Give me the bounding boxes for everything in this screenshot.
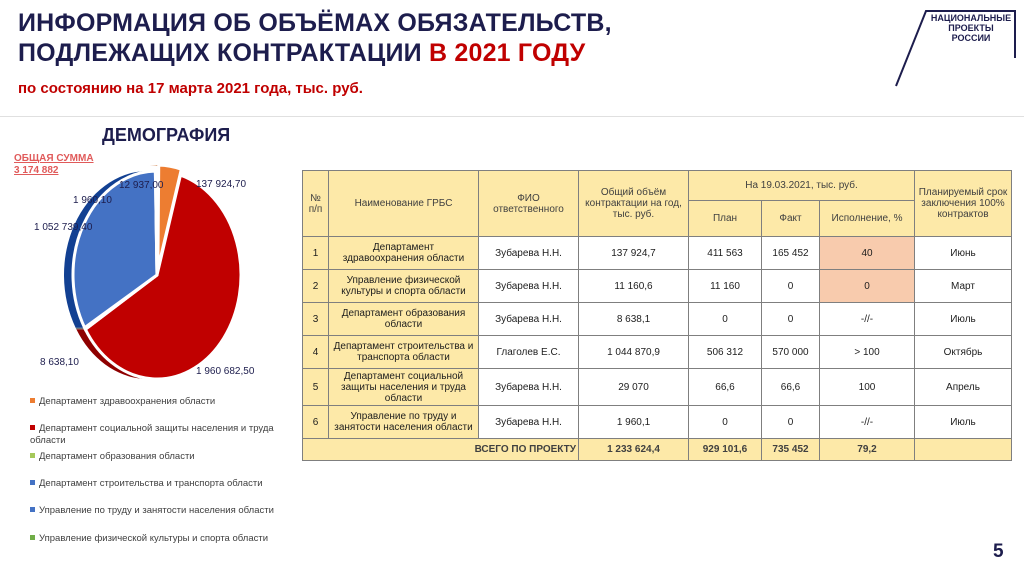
cell-exec: 40 (820, 237, 915, 270)
cell-fact: 0 (762, 303, 820, 336)
subtitle: по состоянию на 17 марта 2021 года, тыс. руб. (18, 80, 363, 97)
total-row-fact: 735 452 (762, 439, 820, 461)
cell-exec: > 100 (820, 336, 915, 369)
col-header-exec: Исполнение, % (820, 201, 915, 237)
cell-exec: -//- (820, 303, 915, 336)
total-row-label: ВСЕГО ПО ПРОЕКТУ (303, 439, 579, 461)
cell-plan: 11 160 (689, 270, 762, 303)
page-number: 5 (993, 541, 1004, 562)
pie-chart-area (0, 160, 300, 390)
slice-label-sport: 12 937,00 (119, 180, 164, 191)
cell-total: 137 924,7 (579, 237, 689, 270)
cell-plan: 0 (689, 406, 762, 439)
cell-total: 11 160,6 (579, 270, 689, 303)
legend-label: Департамент социальной защиты населения и труда области (30, 423, 274, 446)
cell-num: 5 (303, 369, 329, 406)
cell-fio: Зубарева Н.Н. (479, 270, 579, 303)
col-header-deadline: Планируемый срок заключения 100% контрактов (915, 171, 1012, 237)
cell-plan: 66,6 (689, 369, 762, 406)
table-row (303, 406, 1012, 439)
cell-exec: -//- (820, 406, 915, 439)
cell-fio: Зубарева Н.Н. (479, 406, 579, 439)
contracts-table (302, 170, 1012, 461)
table-row (303, 270, 1012, 303)
cell-deadline: Июль (915, 406, 1012, 439)
cell-fio: Зубарева Н.Н. (479, 237, 579, 270)
legend-label: Департамент строительства и транспорта области (39, 478, 263, 489)
table-row (303, 369, 1012, 406)
cell-total: 8 638,1 (579, 303, 689, 336)
cell-name: Департамент строительства и транспорта области (329, 336, 479, 369)
total-sum-label: ОБЩАЯ СУММА (14, 153, 94, 164)
cell-fact: 66,6 (762, 369, 820, 406)
title-year-accent: В 2021 ГОДУ (428, 39, 586, 67)
cell-num: 1 (303, 237, 329, 270)
cell-exec: 100 (820, 369, 915, 406)
cell-fact: 165 452 (762, 237, 820, 270)
cell-deadline: Март (915, 270, 1012, 303)
cell-fact: 0 (762, 270, 820, 303)
pie-chart (0, 160, 300, 390)
cell-num: 4 (303, 336, 329, 369)
legend-swatch (30, 507, 35, 512)
cell-num: 3 (303, 303, 329, 336)
header-divider (0, 116, 1024, 117)
slice-label-construction: 1 052 739,40 (34, 222, 93, 233)
slice-label-education: 8 638,10 (40, 357, 79, 368)
cell-name: Департамент здравоохранения области (329, 237, 479, 270)
slice-label-social: 1 960 682,50 (196, 366, 255, 377)
page-title (18, 8, 612, 68)
legend-label: Департамент образования области (39, 451, 195, 462)
slice-label-health: 137 924,70 (196, 179, 247, 190)
table-header-row (303, 171, 1012, 201)
logo-line-3: РОССИИ (951, 33, 991, 43)
legend-item (30, 478, 300, 490)
cell-num: 6 (303, 406, 329, 439)
cell-deadline: Октябрь (915, 336, 1012, 369)
cell-plan: 411 563 (689, 237, 762, 270)
legend-item (30, 533, 300, 545)
legend-swatch (30, 425, 35, 430)
total-row-total: 1 233 624,4 (579, 439, 689, 461)
cell-exec: 0 (820, 270, 915, 303)
total-row-exec: 79,2 (820, 439, 915, 461)
table-row (303, 303, 1012, 336)
cell-fio: Зубарева Н.Н. (479, 369, 579, 406)
legend-swatch (30, 480, 35, 485)
cell-fio: Глаголев Е.С. (479, 336, 579, 369)
table-row (303, 237, 1012, 270)
cell-plan: 506 312 (689, 336, 762, 369)
logo-line-2: ПРОЕКТЫ (948, 23, 994, 33)
col-header-num: № п/п (303, 171, 329, 237)
legend-label: Управление физической культуры и спорта области (39, 533, 269, 544)
cell-total: 1 044 870,9 (579, 336, 689, 369)
cell-num: 2 (303, 270, 329, 303)
table-total-row (303, 439, 1012, 461)
total-sum-value: 3 174 882 (14, 165, 59, 176)
title-line-1: ИНФОРМАЦИЯ ОБ ОБЪЁМАХ ОБЯЗАТЕЛЬСТВ, (18, 9, 612, 37)
cell-name: Департамент образования области (329, 303, 479, 336)
col-header-total: Общий объём контрактации на год, тыс. руб. (579, 171, 689, 237)
legend-item (30, 451, 300, 463)
cell-total: 1 960,1 (579, 406, 689, 439)
total-row-empty (915, 439, 1012, 461)
cell-fact: 0 (762, 406, 820, 439)
cell-plan: 0 (689, 303, 762, 336)
cell-fio: Зубарева Н.Н. (479, 303, 579, 336)
legend-swatch (30, 398, 35, 403)
cell-name: Управление физической культуры и спорта области (329, 270, 479, 303)
legend-swatch (30, 535, 35, 540)
title-line-2-main: ПОДЛЕЖАЩИХ КОНТРАКТАЦИИ (18, 39, 429, 67)
cell-deadline: Апрель (915, 369, 1012, 406)
slice-label-labor: 1 960,10 (73, 195, 112, 206)
col-header-date-group: На 19.03.2021, тыс. руб. (689, 171, 915, 201)
title-line-2 (18, 38, 612, 68)
legend-item (30, 423, 300, 447)
cell-name: Департамент социальной защиты населения и труда области (329, 369, 479, 406)
cell-deadline: Июнь (915, 237, 1012, 270)
legend-label: Департамент здравоохранения области (39, 396, 216, 407)
logo-line-1: НАЦИОНАЛЬНЫЕ (930, 13, 1012, 23)
col-header-grbs: Наименование ГРБС (329, 171, 479, 237)
cell-fact: 570 000 (762, 336, 820, 369)
legend-swatch (30, 453, 35, 458)
table-row (303, 336, 1012, 369)
col-header-fact: Факт (762, 201, 820, 237)
legend-label: Управление по труду и занятости населения области (39, 505, 274, 516)
cell-deadline: Июль (915, 303, 1012, 336)
col-header-plan: План (689, 201, 762, 237)
cell-name: Управление по труду и занятости населения области (329, 406, 479, 439)
total-row-plan: 929 101,6 (689, 439, 762, 461)
legend-item (30, 505, 300, 517)
logo-text (930, 13, 1012, 43)
section-title: ДЕМОГРАФИЯ (102, 125, 231, 145)
col-header-fio: ФИО ответственного (479, 171, 579, 237)
legend-item (30, 396, 300, 408)
cell-total: 29 070 (579, 369, 689, 406)
